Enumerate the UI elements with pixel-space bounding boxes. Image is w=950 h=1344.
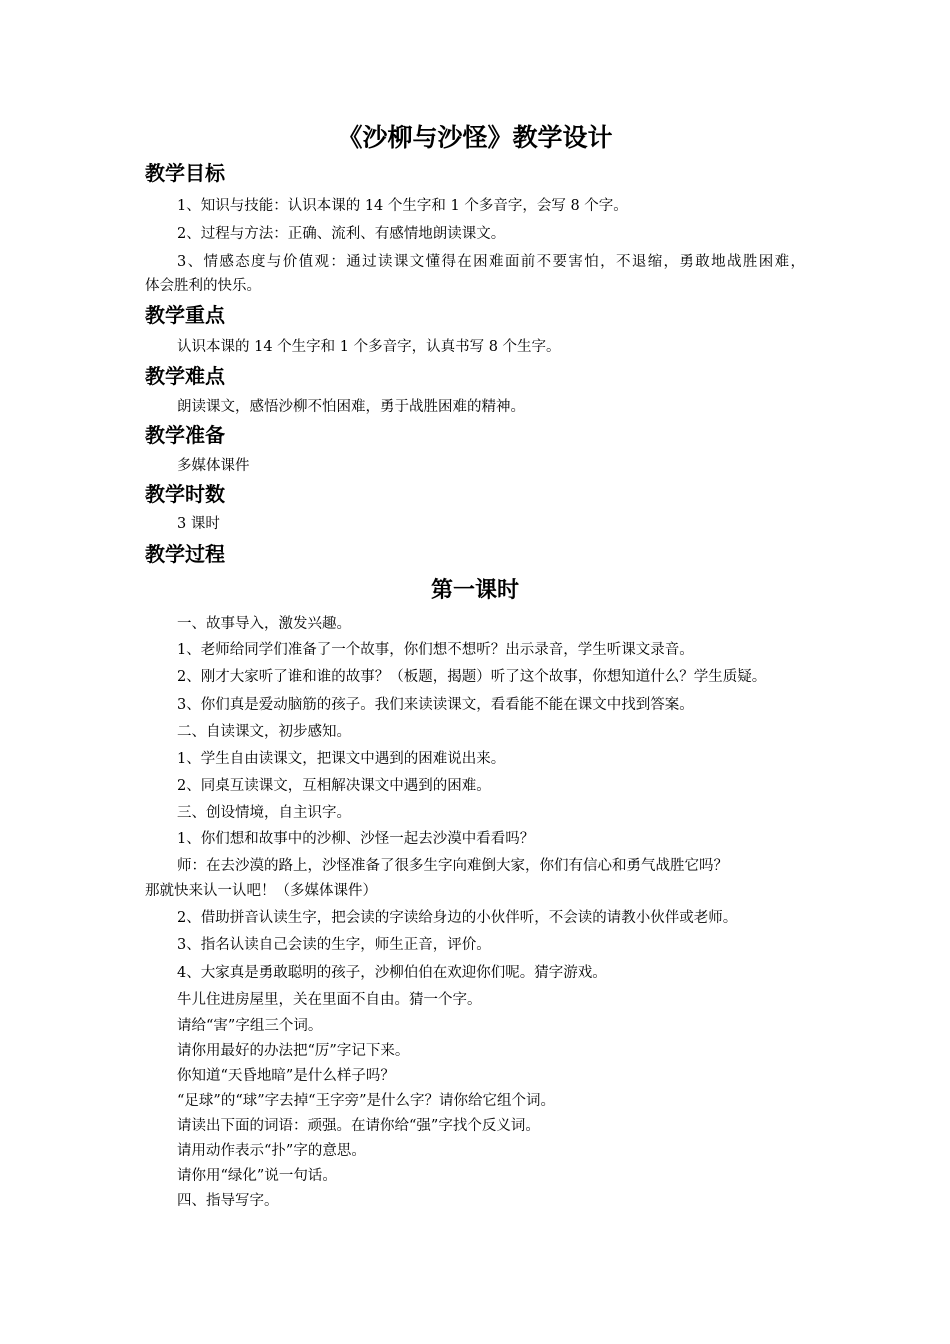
process-line: 4、大家真是勇敢聪明的孩子，沙柳伯伯在欢迎你们呢。猜字游戏。 (177, 965, 607, 981)
lesson-title: 第一课时 (430, 578, 519, 603)
difficulties-text: 朗读课文，感悟沙柳不怕困难，勇于战胜困难的精神。 (177, 399, 525, 415)
process-line: 请给“害”字组三个词。 (177, 1018, 323, 1034)
objective-3-line-1: 3、情感态度与价值观：通过读课文懂得在困难面前不要害怕，不退缩，勇敢地战胜困难， (177, 254, 805, 270)
process-line: 3、你们真是爱动脑筋的孩子。我们来读读课文，看看能不能在课文中找到答案。 (177, 697, 694, 713)
objective-1: 1、知识与技能：认识本课的 14 个生字和 1 个多音字，会写 8 个字。 (177, 198, 628, 214)
process-line: 请你用“绿化”说一句话。 (177, 1168, 337, 1184)
process-line: 一、故事导入，激发兴趣。 (177, 616, 351, 632)
process-line: 你知道“天昏地暗”是什么样子吗？ (177, 1068, 395, 1084)
process-line: 1、你们想和故事中的沙柳、沙怪一起去沙漠中看看吗？ (177, 831, 535, 847)
heading-objectives: 教学目标 (145, 161, 225, 185)
objective-2: 2、过程与方法：正确、流利、有感情地朗读课文。 (177, 226, 506, 242)
process-line: 2、刚才大家听了谁和谁的故事？（板题，揭题）听了这个故事，你想知道什么？学生质疑。 (177, 669, 767, 685)
heading-key-points: 教学重点 (145, 303, 225, 327)
heading-process: 教学过程 (145, 542, 225, 566)
process-line: 请读出下面的词语：顽强。在请你给“强”字找个反义词。 (177, 1118, 540, 1134)
class-hours-text: 3 课时 (177, 516, 220, 532)
process-line: 3、指名认读自己会读的生字，师生正音，评价。 (177, 937, 491, 953)
heading-class-hours: 教学时数 (145, 482, 225, 506)
preparation-text: 多媒体课件 (177, 458, 250, 474)
heading-preparation: 教学准备 (145, 423, 225, 447)
process-line: 1、学生自由读课文，把课文中遇到的困难说出来。 (177, 751, 506, 767)
objective-3-line-2: 体会胜利的快乐。 (145, 278, 261, 294)
process-line: 请你用最好的办法把“厉”字记下来。 (177, 1043, 410, 1059)
process-line: 二、自读课文，初步感知。 (177, 724, 351, 740)
process-line: 请用动作表示“扑”字的意思。 (177, 1143, 366, 1159)
process-line: “足球”的“球”字去掉“王字旁”是什么字？请你给它组个词。 (177, 1093, 555, 1109)
document-title: 《沙柳与沙怪》教学设计 (337, 123, 613, 152)
process-line: 师：在去沙漠的路上，沙怪准备了很多生字向难倒大家，你们有信心和勇气战胜它吗？ (177, 858, 728, 874)
key-points-text: 认识本课的 14 个生字和 1 个多音字，认真书写 8 个生字。 (177, 339, 561, 355)
process-line: 四、指导写字。 (177, 1193, 279, 1209)
process-line: 牛儿住进房屋里，关在里面不自由。猜一个字。 (177, 992, 482, 1008)
process-line: 2、同桌互读课文，互相解决课文中遇到的困难。 (177, 778, 491, 794)
process-line: 那就快来认一认吧！（多媒体课件） (145, 883, 377, 899)
process-line: 三、创设情境，自主识字。 (177, 805, 351, 821)
process-line: 2、借助拼音认读生字，把会读的字读给身边的小伙伴听，不会读的请教小伙伴或老师。 (177, 910, 738, 926)
heading-difficulties: 教学难点 (145, 364, 225, 388)
process-line: 1、老师给同学们准备了一个故事，你们想不想听？出示录音，学生听课文录音。 (177, 642, 694, 658)
